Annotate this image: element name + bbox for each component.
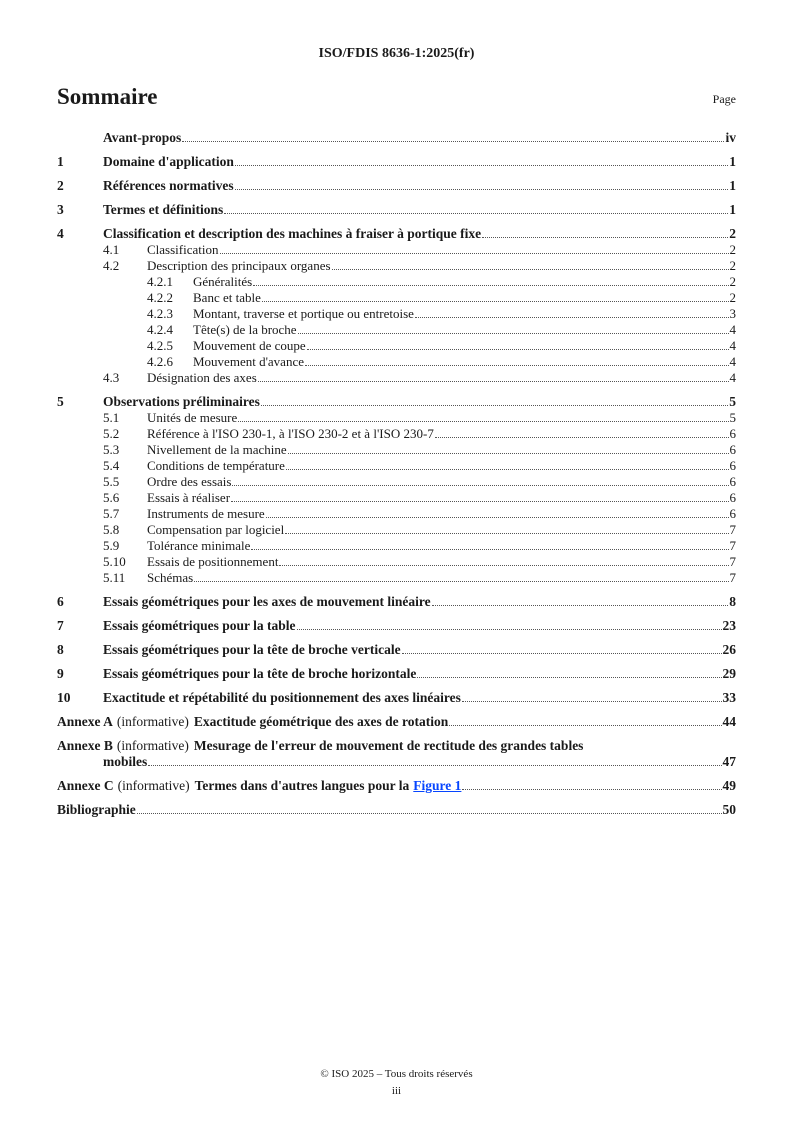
section-title: Essais géométriques pour la tête de broche horizontale xyxy=(103,666,417,681)
dot-leader xyxy=(286,469,729,470)
dot-leader xyxy=(285,533,728,534)
section-title: Termes et définitions xyxy=(103,202,224,217)
dot-leader xyxy=(137,813,722,814)
section-title: Essais géométriques pour la table xyxy=(103,618,296,633)
section-title: Conditions de température xyxy=(147,458,285,473)
page-ref: 4 xyxy=(729,354,736,369)
annex-label: Annexe B xyxy=(57,738,113,753)
section-number: 5.7 xyxy=(103,506,120,521)
toc-entry[interactable] xyxy=(57,322,736,338)
page-ref: 2 xyxy=(729,290,736,305)
section-title: Ordre des essais xyxy=(147,474,232,489)
dot-leader xyxy=(432,605,729,606)
annex-title: Mesurage de l'erreur de mouvement de rectitude des grandes tables xyxy=(193,738,584,753)
dot-leader xyxy=(288,453,729,454)
section-title: Essais de positionnement xyxy=(147,554,279,569)
section-number: 5.3 xyxy=(103,442,120,457)
toc-entry[interactable] xyxy=(57,130,736,146)
section-number: 5.8 xyxy=(103,522,120,537)
page-ref: 8 xyxy=(729,594,736,609)
page-ref: 29 xyxy=(722,666,736,681)
annex-title: Exactitude géométrique des axes de rotation xyxy=(193,714,449,729)
section-number: 5.10 xyxy=(103,554,126,569)
toc-entry[interactable] xyxy=(57,394,736,410)
toc-entry[interactable] xyxy=(57,642,736,658)
dot-leader xyxy=(297,629,722,630)
page-ref: 26 xyxy=(722,642,736,657)
section-title: Référence à l'ISO 230-1, à l'ISO 230-2 et à l'ISO 230-7 xyxy=(147,426,434,441)
section-title: Généralités xyxy=(193,274,253,289)
page-ref: 1 xyxy=(729,154,736,169)
toc-entry[interactable] xyxy=(57,442,736,458)
section-title: Désignation des axes xyxy=(147,370,257,385)
copyright-footer: © ISO 2025 – Tous droits réservés xyxy=(320,1068,473,1080)
dot-leader xyxy=(402,653,722,654)
dot-leader xyxy=(232,485,728,486)
page-ref: 7 xyxy=(729,522,736,537)
page-ref: 6 xyxy=(729,426,736,441)
page-title: Sommaire xyxy=(57,84,158,109)
figure-link[interactable]: Figure 1 xyxy=(413,778,462,793)
section-title: Tête(s) de la broche xyxy=(193,322,297,337)
section-number: 5.2 xyxy=(103,426,120,441)
dot-leader xyxy=(253,285,728,286)
section-number: 3 xyxy=(57,202,64,217)
section-number: 5.5 xyxy=(103,474,120,489)
section-number: 4.2.1 xyxy=(147,274,173,289)
toc-entry[interactable] xyxy=(57,226,736,242)
section-title: Observations préliminaires xyxy=(103,394,260,409)
toc-entry[interactable] xyxy=(57,538,736,554)
section-number: 9 xyxy=(57,666,64,681)
page-ref: 4 xyxy=(729,338,736,353)
page-ref: 1 xyxy=(729,202,736,217)
page-ref: 50 xyxy=(722,802,736,817)
toc-entry[interactable] xyxy=(57,594,736,610)
toc-entry[interactable] xyxy=(57,506,736,522)
section-title: Classification xyxy=(147,242,219,257)
page-ref: 44 xyxy=(722,714,736,729)
dot-leader xyxy=(266,517,729,518)
section-number: 4.2.5 xyxy=(147,338,173,353)
toc-entry[interactable] xyxy=(57,202,736,218)
section-title: Compensation par logiciel xyxy=(147,522,285,537)
toc-entry-annex[interactable] xyxy=(57,738,736,754)
page-ref: 6 xyxy=(729,458,736,473)
dot-leader xyxy=(482,237,728,238)
section-number: 5.9 xyxy=(103,538,120,553)
annex-title: Termes dans d'autres langues pour la xyxy=(194,778,410,793)
annex-type: (informative) xyxy=(116,738,189,753)
toc-entry[interactable] xyxy=(57,690,736,706)
dot-leader xyxy=(305,365,729,366)
section-number: 8 xyxy=(57,642,64,657)
page-ref: 2 xyxy=(729,274,736,289)
annex-label: Annexe C xyxy=(57,778,114,793)
dot-leader xyxy=(182,141,724,142)
toc-entry[interactable] xyxy=(57,458,736,474)
section-number: 4.2 xyxy=(103,258,120,273)
toc-entry[interactable] xyxy=(57,242,736,258)
section-title: Instruments de mesure xyxy=(147,506,265,521)
toc-entry-annex-cont[interactable] xyxy=(57,754,736,770)
annex-type: (informative) xyxy=(117,778,190,793)
page-ref: 2 xyxy=(729,242,736,257)
annex-type: (informative) xyxy=(116,714,189,729)
toc-entry-bibliography[interactable] xyxy=(57,802,736,818)
section-number: 1 xyxy=(57,154,64,169)
page-ref: 6 xyxy=(729,490,736,505)
toc-entry[interactable] xyxy=(57,290,736,306)
dot-leader xyxy=(238,421,728,422)
page-ref: 6 xyxy=(729,506,736,521)
page-ref: 4 xyxy=(729,322,736,337)
section-title: Avant-propos xyxy=(103,130,182,145)
toc-entry[interactable] xyxy=(57,426,736,442)
dot-leader xyxy=(435,437,729,438)
dot-leader xyxy=(224,213,728,214)
dot-leader xyxy=(235,189,729,190)
section-title: Exactitude et répétabilité du positionnement des axes linéaires xyxy=(103,690,461,705)
section-number: 7 xyxy=(57,618,64,633)
dot-leader xyxy=(261,405,728,406)
page-ref: 7 xyxy=(729,538,736,553)
section-title: Schémas xyxy=(147,570,194,585)
section-title: Domaine d'application xyxy=(103,154,234,169)
dot-leader xyxy=(231,501,728,502)
dot-leader xyxy=(449,725,721,726)
toc-entry[interactable] xyxy=(57,474,736,490)
section-number: 4.3 xyxy=(103,370,120,385)
section-title: Montant, traverse et portique ou entretoise xyxy=(193,306,414,321)
section-title: Références normatives xyxy=(103,178,234,193)
page-ref: 7 xyxy=(729,570,736,585)
page-ref: 7 xyxy=(729,554,736,569)
annex-label: Annexe A xyxy=(57,714,113,729)
dot-leader xyxy=(298,333,729,334)
page-ref: 6 xyxy=(729,442,736,457)
dot-leader xyxy=(251,549,728,550)
toc-entry[interactable] xyxy=(57,554,736,570)
section-title: Description des principaux organes xyxy=(147,258,331,273)
page-ref: iv xyxy=(725,130,736,145)
dot-leader xyxy=(307,349,729,350)
toc-entry[interactable] xyxy=(57,570,736,586)
section-title: Classification et description des machines à fraiser à portique fixe xyxy=(103,226,482,241)
section-number: 4.1 xyxy=(103,242,120,257)
section-title: Essais géométriques pour les axes de mouvement linéaire xyxy=(103,594,431,609)
dot-leader xyxy=(462,701,722,702)
section-number: 4 xyxy=(57,226,64,241)
dot-leader xyxy=(148,765,721,766)
page-ref: 4 xyxy=(729,370,736,385)
page-ref: 2 xyxy=(729,258,736,273)
annex-title-cont: mobiles xyxy=(103,754,148,769)
toc-entry[interactable] xyxy=(57,178,736,194)
section-number: 5.4 xyxy=(103,458,120,473)
page-ref: 2 xyxy=(729,226,736,241)
section-title: Mouvement d'avance xyxy=(193,354,304,369)
page-ref: 3 xyxy=(729,306,736,321)
dot-leader xyxy=(258,381,729,382)
bibliography-title: Bibliographie xyxy=(57,802,136,817)
section-title: Nivellement de la machine xyxy=(147,442,287,457)
dot-leader xyxy=(220,253,729,254)
toc-entry[interactable] xyxy=(57,522,736,538)
page-ref: 49 xyxy=(722,778,736,793)
dot-leader xyxy=(235,165,728,166)
toc-entry[interactable] xyxy=(57,258,736,274)
page-ref: 33 xyxy=(722,690,736,705)
section-number: 4.2.2 xyxy=(147,290,173,305)
toc-entry[interactable] xyxy=(57,410,736,426)
dot-leader xyxy=(332,269,729,270)
section-number: 2 xyxy=(57,178,64,193)
section-number: 5.6 xyxy=(103,490,120,505)
dot-leader xyxy=(262,301,729,302)
section-number: 6 xyxy=(57,594,64,609)
section-number: 5.11 xyxy=(103,570,126,585)
section-number: 4.2.3 xyxy=(147,306,173,321)
toc-entry-annex[interactable] xyxy=(57,778,736,794)
dot-leader xyxy=(417,677,721,678)
section-title: Essais géométriques pour la tête de broche verticale xyxy=(103,642,401,657)
dot-leader xyxy=(279,565,728,566)
section-title: Mouvement de coupe xyxy=(193,338,306,353)
toc-entry[interactable] xyxy=(57,370,736,386)
page-column-label: Page xyxy=(712,92,736,106)
page-ref: 5 xyxy=(729,394,736,409)
toc-entry[interactable] xyxy=(57,338,736,354)
toc-entry[interactable] xyxy=(57,274,736,290)
toc-entry[interactable] xyxy=(57,306,736,322)
page-ref: 23 xyxy=(722,618,736,633)
section-title: Unités de mesure xyxy=(147,410,238,425)
toc-entry[interactable] xyxy=(57,490,736,506)
page-ref: 5 xyxy=(729,410,736,425)
toc-entry-annex[interactable] xyxy=(57,714,736,730)
dot-leader xyxy=(194,581,728,582)
section-title: Banc et table xyxy=(193,290,261,305)
toc-entry[interactable] xyxy=(57,666,736,682)
document-header: ISO/FDIS 8636-1:2025(fr) xyxy=(318,46,475,61)
section-number: 5.1 xyxy=(103,410,120,425)
section-title: Essais à réaliser xyxy=(147,490,231,505)
page-ref: 6 xyxy=(729,474,736,489)
section-number: 4.2.6 xyxy=(147,354,173,369)
table-of-contents xyxy=(57,122,736,818)
section-number: 10 xyxy=(57,690,71,705)
page-ref: 1 xyxy=(729,178,736,193)
dot-leader xyxy=(415,317,729,318)
section-number: 4.2.4 xyxy=(147,322,173,337)
dot-leader xyxy=(462,789,721,790)
toc-entry[interactable] xyxy=(57,354,736,370)
section-number: 5 xyxy=(57,394,64,409)
page-ref: 47 xyxy=(722,754,736,769)
page-number: iii xyxy=(391,1085,402,1097)
toc-entry[interactable] xyxy=(57,154,736,170)
toc-entry[interactable] xyxy=(57,618,736,634)
section-title: Tolérance minimale xyxy=(147,538,251,553)
